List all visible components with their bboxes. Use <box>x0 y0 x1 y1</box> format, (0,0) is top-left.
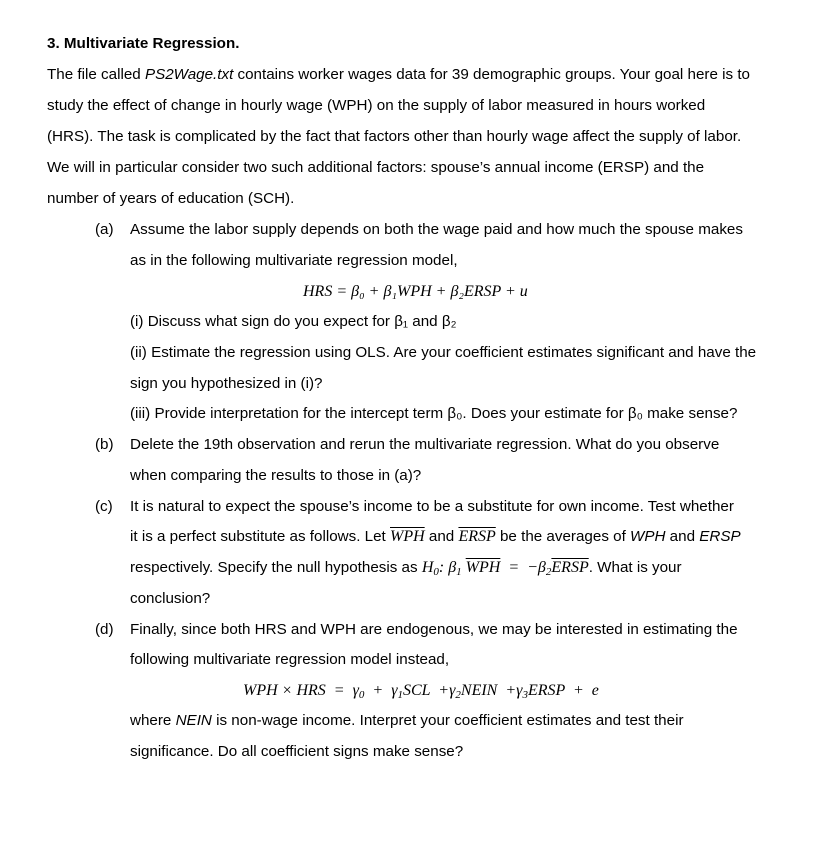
part-c-label: (c) <box>95 498 113 515</box>
wph-italic: WPH <box>630 528 666 545</box>
ersp-mean-symbol: ERSP <box>458 528 496 545</box>
intro-line-2: study the effect of change in hourly wage (WPH) on the supply of labor measured in hours worked <box>47 97 706 114</box>
text: is non-wage income. Interpret your coefficient estimates and test their <box>211 712 684 729</box>
text: respectively. Specify the null hypothesis as <box>130 559 422 576</box>
intro-line-1 <box>47 66 750 83</box>
part-c-line-2 <box>130 528 741 546</box>
intro-text: contains worker wages data for 39 demographic groups. Your goal here is to <box>233 66 750 83</box>
part-a-ii-line-2: sign you hypothesized in (i)? <box>130 375 323 392</box>
nein-italic: NEIN <box>175 712 212 729</box>
part-d-line-1: Finally, since both HRS and WPH are endogenous, we may be interested in estimating the <box>130 621 738 638</box>
part-a-label: (a) <box>95 221 114 238</box>
text: . What is your <box>588 559 682 576</box>
equation-wph-hrs: WPH × HRS = $\gamma_0 + \gamma_1SCL$ $+\gamma_2NEIN$ $+\gamma_3ERSP + e$ <box>243 682 599 701</box>
file-name: PS2Wage.txt <box>144 66 234 83</box>
part-d-label: (d) <box>95 621 114 638</box>
text: and <box>665 528 700 545</box>
text: be the averages of <box>495 528 631 545</box>
part-d-line-3 <box>130 712 684 729</box>
part-a-line-1: Assume the labor supply depends on both the wage paid and how much the spouse makes <box>130 221 743 238</box>
part-d-line-4: significance. Do all coefficient signs make sense? <box>130 743 464 760</box>
part-a-ii-line-1: (ii) Estimate the regression using OLS. Are your coefficient estimates significant and have the <box>130 344 757 361</box>
part-b-line-1: Delete the 19th observation and rerun the multivariate regression. What do you observe <box>130 436 720 453</box>
ersp-italic: ERSP <box>699 528 741 545</box>
text: and <box>424 528 459 545</box>
part-a-line-2: as in the following multivariate regression model, <box>130 252 458 269</box>
equation-hrs: HRS = β₀ + β₁WPH + β₂ERSP + u <box>303 283 528 300</box>
part-c-line-1: It is natural to expect the spouse’s income to be a substitute for own income. Test whether <box>130 498 734 515</box>
part-c-line-3 <box>130 559 682 577</box>
part-a-i: (i) Discuss what sign do you expect for β₁ and β₂ <box>130 313 457 330</box>
section-heading: 3. Multivariate Regression. <box>47 35 240 52</box>
wph-mean-symbol: $\overline{WPH}$ <box>390 528 425 545</box>
part-c-line-4: conclusion? <box>130 590 211 607</box>
null-hypothesis: $H_0$: $\beta_1$ $\overline{WPH}$ = $-\beta_2ERSP$ <box>421 559 589 578</box>
intro-line-5: number of years of education (SCH). <box>47 190 295 207</box>
part-b-line-2: when comparing the results to those in (a)? <box>130 467 422 484</box>
text: where <box>130 712 176 729</box>
part-a-iii: (iii) Provide interpretation for the intercept term β₀. Does your estimate for β₀ make sense? <box>130 405 738 422</box>
part-d-line-2: following multivariate regression model instead, <box>130 651 450 668</box>
intro-line-3: (HRS). The task is complicated by the fact that factors other than hourly wage affect the supply of labor. <box>47 128 742 145</box>
text: it is a perfect substitute as follows. Let <box>130 528 390 545</box>
part-b-label: (b) <box>95 436 114 453</box>
intro-line-4: We will in particular consider two such additional factors: spouse’s annual income (ERSP) and the <box>47 159 705 176</box>
intro-text: The file called <box>47 66 145 83</box>
